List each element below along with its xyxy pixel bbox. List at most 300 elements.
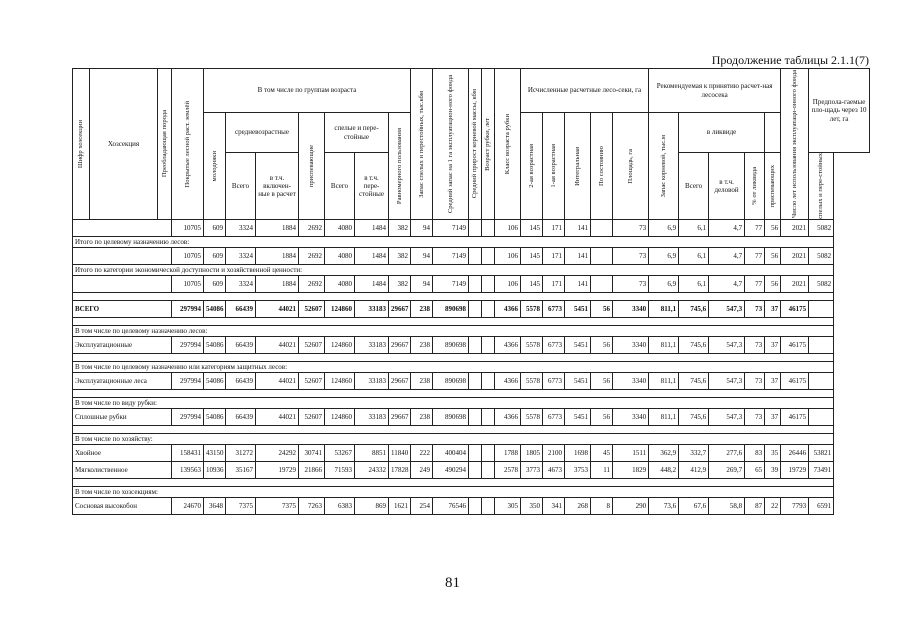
table-cell: 145 [521,247,543,264]
table-cell: 11840 [389,444,411,461]
spacer-cell [73,353,834,361]
table-cell [482,444,495,461]
spacer-cell [73,389,834,397]
section-label: В том числе по целевому назначению или категориям защитных лесов: [73,361,834,372]
table-cell: 3340 [613,336,649,353]
table-cell [809,372,834,389]
table-cell: 811,1 [649,408,679,425]
table-cell: 6,1 [679,219,709,236]
table-cell: 33183 [355,408,389,425]
section-row [73,397,870,408]
table-cell: 139563 [172,461,204,478]
header-prirost: Средний прирост корневой массы, кбм [469,69,482,220]
header-v-likvide: в ликвиде [679,113,765,153]
spacer-cell [73,292,834,300]
table-cell: 7149 [433,275,469,292]
table-cell: 56 [591,372,613,389]
table-cell: 66439 [226,372,256,389]
table-cell [482,408,495,425]
header-integralnaya: Интегральная [565,113,591,220]
table-cell: 5451 [565,336,591,353]
header-predpolagaemaya: Предпола-гаемые пло-щадь через 10 лет, га [809,69,870,153]
header-pervaya-vozr: 1-ая возрастная [543,113,565,220]
section-row [73,486,870,497]
table-cell: 1698 [565,444,591,461]
table-cell [482,219,495,236]
table-cell: 106 [495,247,521,264]
table-cell: 1511 [613,444,649,461]
spacer-row [73,292,870,300]
table-cell: 33183 [355,300,389,317]
table-cell: 56 [765,219,781,236]
table-cell: 4080 [325,219,355,236]
section-label: Итого по категории экономической доступности и хозяйственной ценности: [73,264,834,275]
table-cell: 362,9 [649,444,679,461]
table-cell: 54086 [204,408,226,425]
table-cell: 37 [765,372,781,389]
table-row [73,275,870,292]
table-cell: 19729 [781,461,809,478]
table-cell [809,336,834,353]
table-cell: 10705 [172,219,204,236]
table-cell: 19729 [256,461,299,478]
table-cell: 382 [389,219,411,236]
table-cell [469,219,482,236]
table-cell: 124860 [325,408,355,425]
table-cell: 2100 [543,444,565,461]
table-cell: 29667 [389,408,411,425]
table-cell: 1805 [521,444,543,461]
table-cell: 33183 [355,372,389,389]
table-cell: 811,1 [649,372,679,389]
table-cell [809,408,834,425]
header-v-tch-perestoinye: в т.ч. пере-стойные [355,153,389,220]
table-cell: 238 [411,300,433,317]
section-row [73,264,870,275]
table-cell: 277,6 [709,444,745,461]
table-cell: 5451 [565,300,591,317]
table-cell: 547,3 [709,408,745,425]
spacer-row [73,425,870,433]
table-cell: 5451 [565,372,591,389]
table-cell [469,372,482,389]
table-cell: 6591 [809,497,834,514]
header-po-sostoyaniyu: По состоянию [591,113,613,220]
table-cell: 249 [411,461,433,478]
table-cell [591,275,613,292]
table-cell: 39 [765,461,781,478]
header-vsego: Всего [226,153,256,220]
table-cell [469,408,482,425]
page-number: 81 [445,575,460,591]
section-row [73,236,870,247]
table-cell: 4,7 [709,247,745,264]
row-label: ВСЕГО [73,300,172,317]
table-cell: 76546 [433,497,469,514]
table-cell: 412,9 [679,461,709,478]
header-srednevozrastnye: средневозрастные [226,113,299,153]
table-cell: 2692 [299,247,325,264]
header-age-groups: В том числе по группам возраста [204,69,411,113]
table-cell: 171 [543,275,565,292]
table-cell [591,247,613,264]
header-spelyh: спелых и пере-стойных [809,153,834,220]
table-cell: 222 [411,444,433,461]
row-label [73,219,172,236]
table-cell: 171 [543,219,565,236]
table-row [73,444,870,461]
table-cell: 52607 [299,408,325,425]
table-cell: 44021 [256,408,299,425]
table-cell: 44021 [256,336,299,353]
table-cell: 124860 [325,336,355,353]
table-cell: 7793 [781,497,809,514]
table-cell: 10705 [172,247,204,264]
table-cell: 24292 [256,444,299,461]
table-cell: 46175 [781,300,809,317]
table-cell: 8 [591,497,613,514]
table-cell: 268 [565,497,591,514]
table-cell: 269,7 [709,461,745,478]
table-cell: 341 [543,497,565,514]
table-cell: 73 [613,219,649,236]
table-row [73,219,870,236]
table-cell: 1484 [355,219,389,236]
table-cell: 124860 [325,372,355,389]
row-label: Эксплуатационные леса [73,372,172,389]
row-label: Сосновая высокобон [73,497,172,514]
table-cell: 10705 [172,275,204,292]
table-cell: 52607 [299,336,325,353]
table-cell: 297994 [172,336,204,353]
table-row [73,461,870,478]
table-cell: 30741 [299,444,325,461]
table-cell: 609 [204,275,226,292]
table-cell: 3340 [613,372,649,389]
table-cell [482,275,495,292]
header-poroda: Преобладающая порода [158,69,172,220]
header-zapas-korn: Запас корневой, тыс.м [649,113,679,220]
table-cell [482,497,495,514]
table-cell: 22 [765,497,781,514]
table-cell: 332,7 [679,444,709,461]
table-cell: 10936 [204,461,226,478]
total-row [73,300,870,317]
table-cell: 7263 [299,497,325,514]
table-cell: 158431 [172,444,204,461]
table-cell: 94 [411,247,433,264]
table-cell: 54086 [204,336,226,353]
spacer-row [73,478,870,486]
table-cell: 45 [591,444,613,461]
table-cell: 53821 [809,444,834,461]
header-prispevayuschie: приспевающие [299,113,325,220]
header-ploschad: Площадь, га [613,113,649,220]
table-cell [482,300,495,317]
table-cell: 73 [613,275,649,292]
table-cell: 1484 [355,275,389,292]
table-body [73,219,870,514]
table-cell: 2021 [781,275,809,292]
table-cell: 305 [495,497,521,514]
table-cell: 73 [745,408,765,425]
table-cell: 44021 [256,372,299,389]
spacer-cell [73,317,834,325]
table-cell: 5451 [565,408,591,425]
table-cell: 4,7 [709,219,745,236]
table-cell: 6383 [325,497,355,514]
spacer-row [73,389,870,397]
section-label: В том числе по хозяйству: [73,433,834,444]
forest-table [72,68,870,515]
table-cell: 73 [745,336,765,353]
table-cell: 52607 [299,300,325,317]
table-cell: 547,3 [709,300,745,317]
table-row [73,247,870,264]
table-cell: 3648 [204,497,226,514]
section-label: В том числе по целевому назначению лесов: [73,325,834,336]
row-label: Хвойное [73,444,172,461]
table-cell: 869 [355,497,389,514]
table-cell: 400404 [433,444,469,461]
table-cell: 77 [745,247,765,264]
table-cell: 106 [495,219,521,236]
table-row [73,336,870,353]
table-cell: 171 [543,247,565,264]
row-label [73,247,172,264]
table-cell: 745,6 [679,336,709,353]
table-cell: 3340 [613,300,649,317]
table-cell: 1884 [256,275,299,292]
table-cell: 5578 [521,408,543,425]
table-cell: 609 [204,219,226,236]
table-cell: 3324 [226,219,256,236]
table-cell: 5578 [521,300,543,317]
table-cell: 141 [565,247,591,264]
table-cell: 3324 [226,275,256,292]
table-cell: 4366 [495,336,521,353]
table-cell: 7375 [256,497,299,514]
section-label: Итого по целевому назначению лесов: [73,236,834,247]
table-cell: 890698 [433,336,469,353]
table-cell: 17828 [389,461,411,478]
table-cell: 3324 [226,247,256,264]
table-cell [469,336,482,353]
table-cell [482,372,495,389]
table-cell: 8851 [355,444,389,461]
table-row [73,497,870,514]
header-zapas: Запас спелых и перестойных, тыс.кбм [411,69,433,220]
table-cell: 77 [745,275,765,292]
table-cell [469,300,482,317]
table-cell: 297994 [172,372,204,389]
table-cell [469,275,482,292]
table-cell: 77 [745,219,765,236]
table-cell: 56 [591,408,613,425]
table-cell: 3340 [613,408,649,425]
table-cell: 1621 [389,497,411,514]
table-cell: 56 [765,247,781,264]
table-cell: 2021 [781,219,809,236]
row-label: Мягколиственное [73,461,172,478]
section-row [73,361,870,372]
header-vsego3: Всего [679,153,709,220]
table-cell: 1788 [495,444,521,461]
table-cell: 448,2 [649,461,679,478]
table-cell: 71593 [325,461,355,478]
header-klass-vozrasta: Класс возраста рубки [495,69,521,220]
table-caption: Продолжение таблицы 2.1.1(7) [711,53,869,67]
section-label: В том числе по хозсекциям: [73,486,834,497]
table-cell: 44021 [256,300,299,317]
header-spelye: спелые и пере-стойные [325,113,389,153]
table-cell [809,300,834,317]
table-cell: 6,1 [679,247,709,264]
table-cell: 4080 [325,247,355,264]
table-cell: 56 [765,275,781,292]
table-cell: 67,6 [679,497,709,514]
table-cell: 73491 [809,461,834,478]
table-cell: 66439 [226,336,256,353]
table-cell: 382 [389,247,411,264]
table-cell: 7149 [433,247,469,264]
table-row [73,372,870,389]
section-row [73,325,870,336]
table-cell: 5578 [521,336,543,353]
table-cell: 238 [411,336,433,353]
table-cell: 745,6 [679,300,709,317]
table-cell: 6773 [543,300,565,317]
table-cell: 4366 [495,300,521,317]
header-vtoraya-vozr: 2-ая возрастная [521,113,543,220]
table-cell: 29667 [389,300,411,317]
table-cell: 2692 [299,219,325,236]
spacer-cell [73,478,834,486]
table-cell: 297994 [172,408,204,425]
table-cell: 37 [765,408,781,425]
table-cell: 37 [765,300,781,317]
table-cell: 547,3 [709,372,745,389]
header-molodnyaki: молодняки [204,113,226,220]
table-cell: 26446 [781,444,809,461]
table-cell: 94 [411,275,433,292]
header-chislo-let: Число лет использования эксплуатаци-онного фонда [781,69,809,220]
table-cell: 6773 [543,408,565,425]
table-cell: 254 [411,497,433,514]
header-ravnomernogo: Равномерного пользования [389,113,411,220]
table-cell: 6,9 [649,247,679,264]
table-cell: 490294 [433,461,469,478]
table-cell: 73 [745,300,765,317]
table-cell: 6,9 [649,275,679,292]
table-cell: 141 [565,275,591,292]
table-cell [482,336,495,353]
table-cell: 11 [591,461,613,478]
table-cell: 124860 [325,300,355,317]
spacer-row [73,353,870,361]
table-cell: 547,3 [709,336,745,353]
table-cell: 53267 [325,444,355,461]
header-ischislennye: Исчисленные расчетные лесо-секи, га [521,69,649,113]
table-cell: 66439 [226,300,256,317]
table-cell: 4366 [495,408,521,425]
table-cell: 141 [565,219,591,236]
table-cell: 94 [411,219,433,236]
table-cell: 54086 [204,300,226,317]
table-cell: 73,6 [649,497,679,514]
table-cell: 4080 [325,275,355,292]
header-pct-ot-likvida: % от ликвида [745,153,765,220]
table-cell: 21866 [299,461,325,478]
table-cell: 5578 [521,372,543,389]
table-cell: 745,6 [679,372,709,389]
table-cell: 87 [745,497,765,514]
table-cell: 145 [521,219,543,236]
header-vsego2: Всего [325,153,355,220]
table-cell: 350 [521,497,543,514]
table-cell: 6,1 [679,275,709,292]
section-row [73,433,870,444]
table-cell: 1484 [355,247,389,264]
table-cell: 3753 [565,461,591,478]
table-cell: 29667 [389,336,411,353]
spacer-cell [73,425,834,433]
table-cell: 46175 [781,408,809,425]
table-cell: 811,1 [649,300,679,317]
header-vozrast-rubki: Возраст рубки, лет [482,69,495,220]
header-vkl-v-raschet: в т.ч. включен-ные в расчет [256,153,299,220]
table-cell: 1884 [256,247,299,264]
table-cell: 24670 [172,497,204,514]
header-shifr: Шифр хозсекции [73,69,90,220]
table-row [73,408,870,425]
table-cell: 4,7 [709,275,745,292]
table-cell: 2021 [781,247,809,264]
table-cell: 54086 [204,372,226,389]
header-sredniy-zapas: Средний запас на 1 га эксплуатацион-ного фонда [433,69,469,220]
table-cell: 24332 [355,461,389,478]
table-cell: 6,9 [649,219,679,236]
table-cell [469,461,482,478]
table-cell: 2692 [299,275,325,292]
table-cell: 106 [495,275,521,292]
header-rekomenduemaya: Рекомендуемая к принятию расчет-ная лесосека [649,69,781,113]
table-cell: 37 [765,336,781,353]
table-cell [469,247,482,264]
table-cell: 46175 [781,336,809,353]
section-label: В том числе по виду рубки: [73,397,834,408]
header-hozsekciya: Хозсекция [90,69,158,220]
table-cell: 890698 [433,300,469,317]
table-cell: 290 [613,497,649,514]
table-cell: 52607 [299,372,325,389]
table-cell: 66439 [226,408,256,425]
table-cell: 382 [389,275,411,292]
table-cell: 6773 [543,336,565,353]
table-cell: 890698 [433,372,469,389]
table-cell: 7375 [226,497,256,514]
table-cell: 31272 [226,444,256,461]
table-cell: 238 [411,408,433,425]
table-cell [469,444,482,461]
table-cell: 29667 [389,372,411,389]
table-cell: 890698 [433,408,469,425]
table-cell [482,247,495,264]
table-cell: 43150 [204,444,226,461]
table-cell: 5082 [809,275,834,292]
table-cell: 56 [591,336,613,353]
row-label: Сплошные рубки [73,408,172,425]
